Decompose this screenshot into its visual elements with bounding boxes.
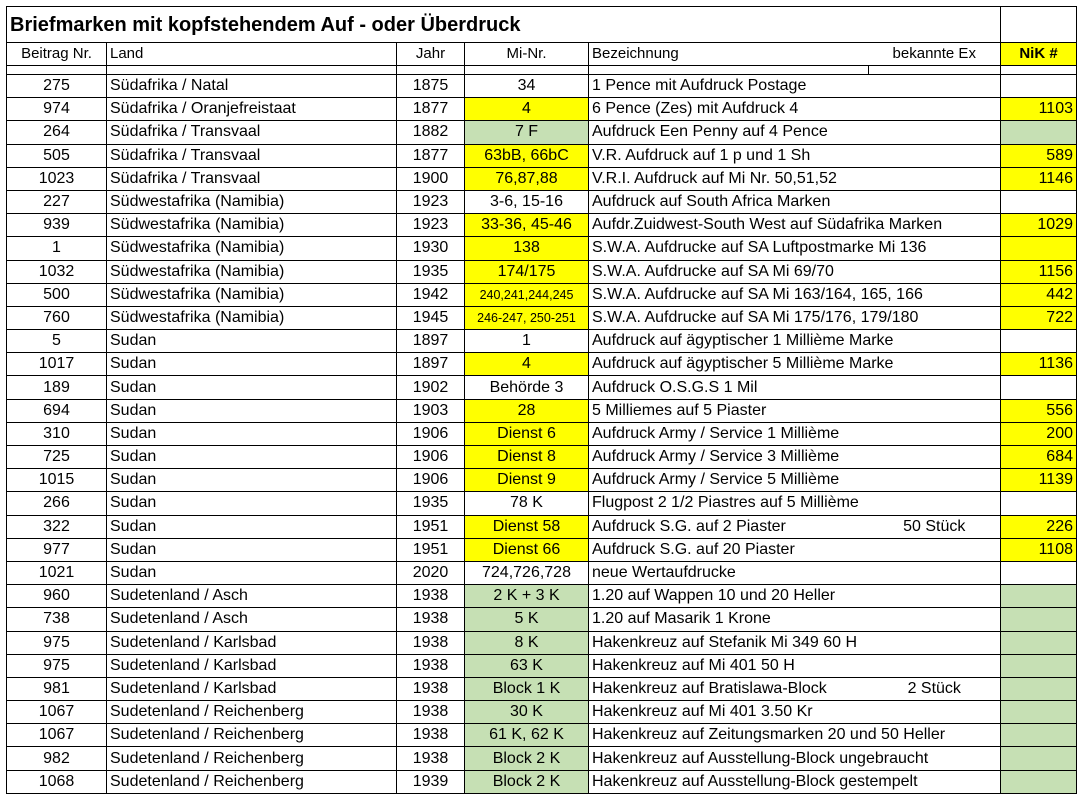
cell-nr[interactable]: 974 (7, 98, 107, 121)
cell-bez[interactable]: Flugpost 2 1/2 Piastres auf 5 Millième (589, 492, 1001, 515)
cell-jahr[interactable]: 1903 (397, 399, 465, 422)
cell-nr[interactable]: 5 (7, 330, 107, 353)
table-row (7, 561, 1077, 584)
cell-bez[interactable]: S.W.A. Aufdrucke auf SA Mi 69/70 (589, 260, 869, 283)
cell-mi[interactable]: 76,87,88 (465, 167, 589, 190)
cell-land[interactable]: Südafrika / Transvaal (107, 144, 397, 167)
cell-nik[interactable]: 684 (1001, 446, 1077, 469)
cell-nik[interactable]: 1156 (1001, 260, 1077, 283)
table-row (7, 237, 1077, 260)
table-row (7, 214, 1077, 237)
cell-ex[interactable] (869, 469, 1001, 492)
cell-mi[interactable]: Block 1 K (465, 677, 589, 700)
cell-bez[interactable]: 1.20 auf Masarik 1 Krone (589, 608, 869, 631)
cell-mi[interactable]: 3-6, 15-16 (465, 190, 589, 213)
cell-nik[interactable] (1001, 492, 1077, 515)
header-nik[interactable]: NiK # (1001, 43, 1077, 66)
cell-bez[interactable]: V.R. Aufdruck auf 1 p und 1 Sh (589, 144, 869, 167)
table-row (7, 631, 1077, 654)
cell-jahr[interactable]: 1897 (397, 330, 465, 353)
cell-nr[interactable]: 1067 (7, 701, 107, 724)
table-row (7, 608, 1077, 631)
cell-nr[interactable]: 939 (7, 214, 107, 237)
cell-nik[interactable]: 1108 (1001, 538, 1077, 561)
cell-land[interactable]: Sudan (107, 515, 397, 538)
cell-mi[interactable]: Behörde 3 (465, 376, 589, 399)
cell-nik[interactable] (1001, 701, 1077, 724)
cell-bez[interactable]: Aufdruck O.S.G.S 1 Mil (589, 376, 869, 399)
cell-nr[interactable]: 275 (7, 75, 107, 98)
table-row (7, 376, 1077, 399)
cell-jahr[interactable]: 1935 (397, 492, 465, 515)
cell-mi[interactable]: 4 (465, 98, 589, 121)
cell-jahr[interactable]: 1938 (397, 724, 465, 747)
cell-nik[interactable] (1001, 561, 1077, 584)
cell-mi[interactable]: 5 K (465, 608, 589, 631)
sheet-title: Briefmarken mit kopfstehendem Auf - oder Überdruck (7, 7, 1001, 43)
cell-land[interactable]: Sudetenland / Reichenberg (107, 701, 397, 724)
table-row (7, 446, 1077, 469)
cell-nr[interactable]: 975 (7, 654, 107, 677)
cell-mi[interactable]: 2 K + 3 K (465, 585, 589, 608)
cell-nik[interactable] (1001, 747, 1077, 770)
table-row (7, 353, 1077, 376)
cell-mi[interactable]: 61 K, 62 K (465, 724, 589, 747)
cell-mi[interactable]: 724,726,728 (465, 561, 589, 584)
cell-bez[interactable]: neue Wertaufdrucke (589, 561, 869, 584)
cell-nr[interactable]: 975 (7, 631, 107, 654)
table-row (7, 677, 1077, 700)
table-row (7, 585, 1077, 608)
cell-mi[interactable]: Block 2 K (465, 770, 589, 793)
table-row (7, 747, 1077, 770)
cell-ex[interactable] (869, 167, 1001, 190)
cell-bez[interactable]: 1.20 auf Wappen 10 und 20 Heller (589, 585, 869, 608)
cell-jahr[interactable]: 1938 (397, 608, 465, 631)
cell-nr[interactable]: 1068 (7, 770, 107, 793)
cell-bez[interactable]: Aufdruck Army / Service 5 Millième (589, 469, 869, 492)
cell-mi[interactable]: 63bB, 66bC (465, 144, 589, 167)
cell-mi[interactable]: Dienst 9 (465, 469, 589, 492)
table-row (7, 399, 1077, 422)
cell-land[interactable]: Südwestafrika (Namibia) (107, 214, 397, 237)
spacer-row (7, 66, 1077, 75)
cell-nik[interactable] (1001, 654, 1077, 677)
cell-jahr[interactable]: 1877 (397, 98, 465, 121)
cell-nr[interactable]: 977 (7, 538, 107, 561)
cell-bez[interactable]: Aufdr.Zuidwest-South West auf Südafrika Marken (589, 214, 1001, 237)
header-row (7, 43, 1077, 66)
cell-bez[interactable]: Aufdruck auf ägyptischer 5 Millième Marke (589, 353, 1001, 376)
cell-nr[interactable]: 264 (7, 121, 107, 144)
cell-land[interactable]: Sudetenland / Asch (107, 585, 397, 608)
cell-bez[interactable]: 5 Milliemes auf 5 Piaster (589, 399, 869, 422)
table-row (7, 422, 1077, 445)
cell-land[interactable]: Sudan (107, 469, 397, 492)
table-row (7, 469, 1077, 492)
cell-jahr[interactable]: 1939 (397, 770, 465, 793)
cell-ex[interactable] (869, 399, 1001, 422)
cell-land[interactable]: Sudetenland / Reichenberg (107, 770, 397, 793)
cell-bez[interactable]: 1 Pence mit Aufdruck Postage (589, 75, 869, 98)
cell-land[interactable]: Sudan (107, 399, 397, 422)
cell-nik[interactable]: 1139 (1001, 469, 1077, 492)
cell-bez[interactable]: S.W.A. Aufdrucke auf SA Mi 163/164, 165, 166 (589, 283, 1001, 306)
cell-land[interactable]: Sudetenland / Karlsbad (107, 631, 397, 654)
cell-ex[interactable] (869, 144, 1001, 167)
table-row (7, 260, 1077, 283)
cell-nr[interactable]: 694 (7, 399, 107, 422)
cell-ex[interactable] (869, 654, 1001, 677)
cell-mi[interactable]: Block 2 K (465, 747, 589, 770)
header-mi-nr[interactable]: Mi-Nr. (465, 43, 589, 66)
table-row (7, 330, 1077, 353)
cell-jahr[interactable]: 1875 (397, 75, 465, 98)
cell-bez[interactable]: Hakenkreuz auf Ausstellung-Block gestempelt (589, 770, 1001, 793)
cell-ex[interactable] (869, 376, 1001, 399)
table-row (7, 492, 1077, 515)
cell-bez[interactable]: S.W.A. Aufdrucke auf SA Luftpostmarke Mi 136 (589, 237, 1001, 260)
cell-jahr[interactable]: 1877 (397, 144, 465, 167)
table-row (7, 167, 1077, 190)
cell-land[interactable]: Südwestafrika (Namibia) (107, 306, 397, 329)
cell-nik[interactable]: 226 (1001, 515, 1077, 538)
cell-nr[interactable]: 760 (7, 306, 107, 329)
cell-jahr[interactable]: 1923 (397, 190, 465, 213)
cell-mi[interactable]: 33-36, 45-46 (465, 214, 589, 237)
cell-nr[interactable]: 1015 (7, 469, 107, 492)
cell-land[interactable]: Sudan (107, 353, 397, 376)
cell-nik[interactable] (1001, 75, 1077, 98)
cell-nik[interactable]: 1136 (1001, 353, 1077, 376)
cell-nr[interactable]: 981 (7, 677, 107, 700)
cell-ex[interactable]: 50 Stück (869, 515, 1001, 538)
cell-nr[interactable]: 1 (7, 237, 107, 260)
table-row (7, 283, 1077, 306)
cell-jahr[interactable]: 1882 (397, 121, 465, 144)
cell-bez[interactable]: 6 Pence (Zes) mit Aufdruck 4 (589, 98, 869, 121)
cell-nik[interactable]: 1029 (1001, 214, 1077, 237)
cell-bez[interactable]: Hakenkreuz auf Stefanik Mi 349 60 H (589, 631, 869, 654)
cell-nik[interactable] (1001, 330, 1077, 353)
cell-jahr[interactable]: 1902 (397, 376, 465, 399)
cell-land[interactable]: Südafrika / Transvaal (107, 167, 397, 190)
cell-nik[interactable] (1001, 608, 1077, 631)
cell-nr[interactable]: 189 (7, 376, 107, 399)
cell-jahr[interactable]: 1938 (397, 631, 465, 654)
table-row (7, 724, 1077, 747)
cell-bez[interactable]: Aufdruck auf ägyptischer 1 Millième Marke (589, 330, 1001, 353)
spreadsheet (6, 6, 1077, 794)
cell-nik[interactable]: 1103 (1001, 98, 1077, 121)
cell-ex[interactable] (869, 561, 1001, 584)
cell-nik[interactable]: 200 (1001, 422, 1077, 445)
cell-mi[interactable]: 246-247, 250-251 (465, 306, 589, 329)
cell-land[interactable]: Sudan (107, 446, 397, 469)
cell-mi[interactable]: Dienst 8 (465, 446, 589, 469)
cell-mi[interactable]: 1 (465, 330, 589, 353)
cell-nik[interactable] (1001, 724, 1077, 747)
cell-jahr[interactable]: 1945 (397, 306, 465, 329)
cell-land[interactable]: Südwestafrika (Namibia) (107, 260, 397, 283)
cell-bez[interactable]: Aufdruck S.G. auf 2 Piaster (589, 515, 869, 538)
cell-land[interactable]: Sudan (107, 376, 397, 399)
cell-mi[interactable]: Dienst 66 (465, 538, 589, 561)
table-row (7, 98, 1077, 121)
cell-land[interactable]: Sudetenland / Reichenberg (107, 724, 397, 747)
table-row (7, 190, 1077, 213)
cell-land[interactable]: Südafrika / Natal (107, 75, 397, 98)
cell-mi[interactable]: 30 K (465, 701, 589, 724)
cell-nik[interactable] (1001, 677, 1077, 700)
cell-bez[interactable]: V.R.I. Aufdruck auf Mi Nr. 50,51,52 (589, 167, 869, 190)
cell-mi[interactable]: 8 K (465, 631, 589, 654)
cell-ex[interactable] (869, 701, 1001, 724)
table-row (7, 538, 1077, 561)
cell-mi[interactable]: 34 (465, 75, 589, 98)
cell-bez[interactable]: Hakenkreuz auf Mi 401 50 H (589, 654, 869, 677)
cell-jahr[interactable]: 1938 (397, 654, 465, 677)
cell-ex[interactable] (869, 585, 1001, 608)
cell-jahr[interactable]: 1938 (397, 701, 465, 724)
cell-ex[interactable] (869, 446, 1001, 469)
cell-ex[interactable] (869, 98, 1001, 121)
cell-mi[interactable]: 4 (465, 353, 589, 376)
cell-bez[interactable]: Hakenkreuz auf Ausstellung-Block ungebraucht (589, 747, 1001, 770)
cell-bez[interactable]: Aufdruck S.G. auf 20 Piaster (589, 538, 869, 561)
cell-bez[interactable]: Aufdruck Army / Service 1 Millième (589, 422, 869, 445)
table-row (7, 75, 1077, 98)
table-row (7, 121, 1077, 144)
cell-nr[interactable]: 1067 (7, 724, 107, 747)
cell-mi[interactable]: 63 K (465, 654, 589, 677)
cell-nr[interactable]: 505 (7, 144, 107, 167)
cell-bez[interactable]: S.W.A. Aufdrucke auf SA Mi 175/176, 179/180 (589, 306, 1001, 329)
cell-ex[interactable] (869, 608, 1001, 631)
cell-mi[interactable]: Dienst 6 (465, 422, 589, 445)
cell-land[interactable]: Südafrika / Transvaal (107, 121, 397, 144)
cell-nr[interactable]: 982 (7, 747, 107, 770)
cell-nik[interactable] (1001, 190, 1077, 213)
cell-land[interactable]: Sudan (107, 561, 397, 584)
cell-jahr[interactable]: 1923 (397, 214, 465, 237)
cell-jahr[interactable]: 1906 (397, 422, 465, 445)
cell-land[interactable]: Sudan (107, 422, 397, 445)
cell-ex[interactable] (869, 190, 1001, 213)
cell-nik[interactable]: 556 (1001, 399, 1077, 422)
table-row (7, 701, 1077, 724)
cell-bez[interactable]: Hakenkreuz auf Bratislawa-Block (589, 677, 869, 700)
cell-land[interactable]: Südafrika / Oranjefreistaat (107, 98, 397, 121)
cell-nr[interactable]: 738 (7, 608, 107, 631)
table-row (7, 770, 1077, 793)
cell-bez[interactable]: Hakenkreuz auf Mi 401 3.50 Kr (589, 701, 869, 724)
cell-jahr[interactable]: 1935 (397, 260, 465, 283)
header-land[interactable]: Land (107, 43, 397, 66)
cell-nik[interactable]: 722 (1001, 306, 1077, 329)
cell-mi[interactable]: 240,241,244,245 (465, 283, 589, 306)
cell-mi[interactable]: Dienst 58 (465, 515, 589, 538)
header-beitrag-nr[interactable]: Beitrag Nr. (7, 43, 107, 66)
cell-jahr[interactable]: 1930 (397, 237, 465, 260)
cell-nr[interactable]: 960 (7, 585, 107, 608)
cell-land[interactable]: Sudan (107, 538, 397, 561)
cell-jahr[interactable]: 1951 (397, 538, 465, 561)
cell-jahr[interactable]: 1938 (397, 677, 465, 700)
cell-nr[interactable]: 1032 (7, 260, 107, 283)
cell-mi[interactable]: 78 K (465, 492, 589, 515)
cell-jahr[interactable]: 1938 (397, 747, 465, 770)
cell-mi[interactable]: 174/175 (465, 260, 589, 283)
cell-jahr[interactable]: 1906 (397, 469, 465, 492)
cell-jahr[interactable]: 1897 (397, 353, 465, 376)
cell-mi[interactable]: 28 (465, 399, 589, 422)
cell-bez[interactable]: Aufdruck Een Penny auf 4 Pence (589, 121, 869, 144)
cell-land[interactable]: Sudetenland / Reichenberg (107, 747, 397, 770)
cell-bez[interactable]: Hakenkreuz auf Zeitungsmarken 20 und 50 Heller (589, 724, 1001, 747)
header-bezeichnung[interactable]: Bezeichnung (589, 43, 869, 66)
cell-land[interactable]: Sudetenland / Asch (107, 608, 397, 631)
cell-nik[interactable] (1001, 770, 1077, 793)
cell-nr[interactable]: 266 (7, 492, 107, 515)
table-row (7, 144, 1077, 167)
cell-jahr[interactable]: 1900 (397, 167, 465, 190)
cell-nr[interactable]: 1021 (7, 561, 107, 584)
title-empty-cell (1001, 7, 1077, 43)
cell-jahr[interactable]: 2020 (397, 561, 465, 584)
cell-land[interactable]: Sudan (107, 330, 397, 353)
table-row (7, 654, 1077, 677)
cell-ex[interactable] (869, 422, 1001, 445)
cell-nr[interactable]: 1023 (7, 167, 107, 190)
cell-ex[interactable] (869, 631, 1001, 654)
cell-nr[interactable]: 1017 (7, 353, 107, 376)
header-bekannte-ex[interactable]: bekannte Ex (869, 43, 1001, 66)
cell-nr[interactable]: 725 (7, 446, 107, 469)
cell-jahr[interactable]: 1938 (397, 585, 465, 608)
cell-nr[interactable]: 227 (7, 190, 107, 213)
title-row (7, 7, 1077, 43)
cell-bez[interactable]: Aufdruck auf South Africa Marken (589, 190, 869, 213)
header-jahr[interactable]: Jahr (397, 43, 465, 66)
table-row (7, 515, 1077, 538)
cell-land[interactable]: Südwestafrika (Namibia) (107, 283, 397, 306)
cell-ex[interactable] (869, 75, 1001, 98)
cell-land[interactable]: Südwestafrika (Namibia) (107, 237, 397, 260)
cell-bez[interactable]: Aufdruck Army / Service 3 Millième (589, 446, 869, 469)
cell-jahr[interactable]: 1942 (397, 283, 465, 306)
cell-nik[interactable]: 589 (1001, 144, 1077, 167)
cell-land[interactable]: Sudan (107, 492, 397, 515)
cell-nik[interactable] (1001, 376, 1077, 399)
cell-land[interactable]: Sudetenland / Karlsbad (107, 677, 397, 700)
cell-mi[interactable]: 138 (465, 237, 589, 260)
cell-nik[interactable]: 442 (1001, 283, 1077, 306)
cell-nik[interactable]: 1146 (1001, 167, 1077, 190)
cell-land[interactable]: Sudetenland / Karlsbad (107, 654, 397, 677)
table-row (7, 306, 1077, 329)
cell-nr[interactable]: 322 (7, 515, 107, 538)
cell-nik[interactable] (1001, 121, 1077, 144)
cell-ex[interactable] (869, 121, 1001, 144)
cell-nik[interactable] (1001, 631, 1077, 654)
cell-ex[interactable] (869, 260, 1001, 283)
cell-mi[interactable]: 7 F (465, 121, 589, 144)
cell-nr[interactable]: 500 (7, 283, 107, 306)
cell-jahr[interactable]: 1951 (397, 515, 465, 538)
cell-jahr[interactable]: 1906 (397, 446, 465, 469)
cell-ex[interactable] (869, 538, 1001, 561)
cell-land[interactable]: Südwestafrika (Namibia) (107, 190, 397, 213)
cell-nr[interactable]: 310 (7, 422, 107, 445)
cell-nik[interactable] (1001, 585, 1077, 608)
cell-nik[interactable] (1001, 237, 1077, 260)
stamp-table (6, 6, 1077, 794)
cell-ex[interactable]: 2 Stück (869, 677, 1001, 700)
